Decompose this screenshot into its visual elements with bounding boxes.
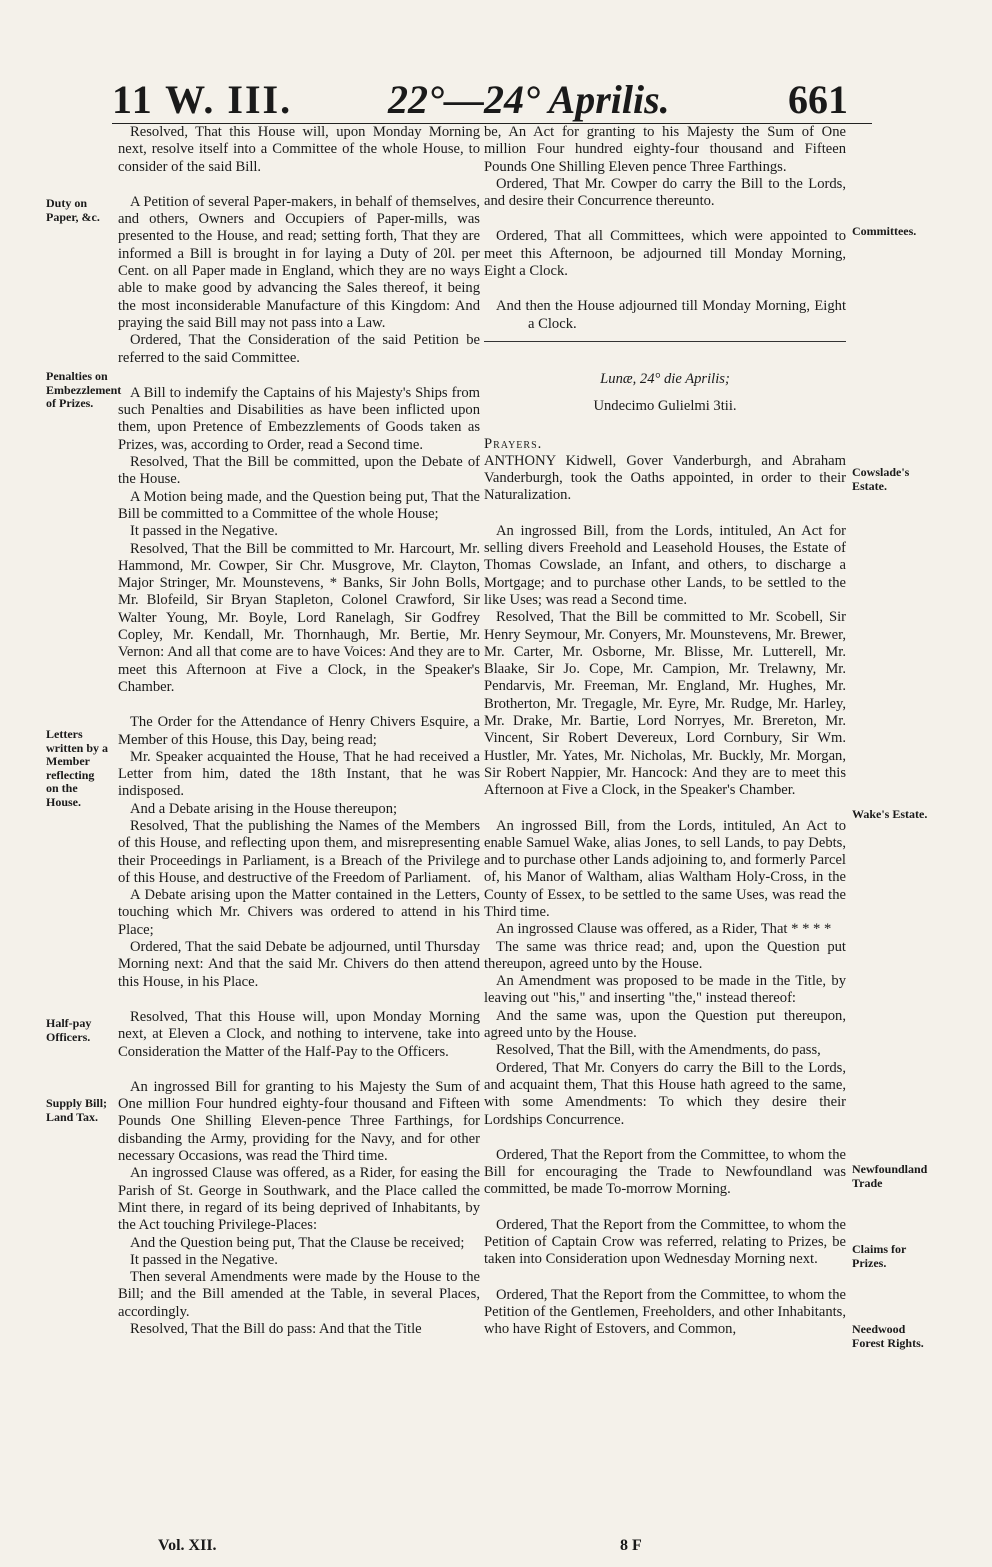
entry-paragraph: The same was thrice read; and, upon the Question put thereupon, agreed unto by the House.	[484, 938, 846, 972]
entry-paragraph: Resolved, That the publishing the Names of the Members of this House, and reflecting upon them, and misrepresenting their Proceedings in Parliament, is a Breach of the Privilege of this House, and destructive of the Freedom of Parliament.	[118, 817, 480, 886]
entry-paragraph: Resolved, That this House will, upon Monday Morning next, at Eleven a Clock, and nothing to intervene, take into Consideration the Matter of the Half-Pay to the Officers.	[118, 1008, 480, 1060]
entry-paragraph: Ordered, That the Report from the Committee, to whom the Petition of the Gentlemen, Freeholders, and other Inhabitants, who have Right of Estovers, and Common,	[484, 1286, 846, 1338]
entry-paragraph: And a Debate arising in the House thereupon;	[130, 800, 398, 817]
entry-paragraph: be, An Act for granting to his Majesty the Sum of One million Four hundred eighty-four thousand and Fifteen Pounds One Shilling Eleven pence Three Farthings.	[484, 124, 846, 175]
margin-note: Claims for Prizes.	[852, 1242, 907, 1270]
page-number: 661	[788, 77, 848, 122]
entry-paragraph: Ordered, That the Report from the Committee, to whom the Bill for encouraging the Trade to Newfoundland was committed, be made To-morrow Morning.	[484, 1146, 846, 1198]
entry-paragraph: Ordered, That the Report from the Committee, to whom the Petition of Captain Crow was referred, relating to Prizes, be taken into Consideration upon Wednesday Morning next.	[484, 1216, 846, 1268]
entry-paragraph: An ingrossed Bill, from the Lords, intituled, An Act to enable Samuel Wake, alias Jones, to sell Lands, to pay Debts, and to purchase other Lands adjoining to, and formerly Parcel of, his Manor of Waltham, alias Waltham Holy-Cross, in the County of Essex, to be settled to the same Uses, was read the Third time.	[484, 817, 846, 920]
entry-paragraph: An ingrossed Bill, from the Lords, intituled, An Act for selling divers Freehold and Leasehold Houses, the Estate of Thomas Cowslade, an Infant, and others, to discharge a Mortgage; and to purchase other Lands, to be settled to the like Uses; was read a Second time.	[484, 522, 846, 608]
entry-paragraph: Ordered, That Mr. Conyers do carry the Bill to the Lords, and acquaint them, That this House hath agreed to the same, with some Amendments: To which they desire their Lordships Concurrence.	[484, 1059, 846, 1128]
signature-mark: 8 F	[620, 1537, 642, 1554]
margin-note: Wake's Estate.	[852, 807, 928, 821]
entry-paragraph: Resolved, That this House will, upon Monday Morning next, resolve itself into a Committee of the whole House, to consider of the said Bill.	[118, 124, 480, 175]
prayers-heading: Prayers.	[484, 435, 543, 452]
entry-paragraph: ANTHONY Kidwell, Gover Vanderburgh, and Abraham Vanderburgh, took the Oaths appointed, in order to their Naturalization.	[484, 452, 846, 504]
entry-paragraph: An ingrossed Clause was offered, as a Rider, for easing the Parish of St. George in Southwark, and the Place called the Mint there, in regard of its being deprived of Inhabitants, by the Act touching Privilege-Places:	[118, 1165, 480, 1234]
adjournment-line: And then the House adjourned till Monday Morning, Eight a Clock.	[496, 298, 846, 332]
margin-note: Needwood Forest Rights.	[852, 1322, 924, 1350]
margin-note: Committees.	[852, 224, 917, 238]
entry-paragraph: Then several Amendments were made by the House to the Bill; and the Bill amended at the Table, in several Places, accordingly.	[118, 1269, 480, 1320]
regnal-year-line: Undecimo Gulielmi 3tii.	[593, 398, 737, 415]
section-separator	[484, 341, 846, 342]
entry-paragraph: Ordered, That Mr. Cowper do carry the Bill to the Lords, and desire their Concurrence thereunto.	[484, 175, 846, 210]
margin-note: Penalties on Embezzlement of Prizes.	[46, 369, 122, 410]
margin-note: Duty on Paper, &c.	[46, 196, 100, 224]
margin-note: Letters written by a Member reflecting on the House.	[46, 727, 108, 809]
entry-paragraph: And the same was, upon the Question put thereupon, agreed unto by the House.	[484, 1007, 846, 1042]
volume-label: Vol. XII.	[158, 1537, 217, 1554]
entry-paragraph: The Order for the Attendance of Henry Chivers Esquire, a Member of this House, this Day, being read;	[118, 714, 480, 748]
margin-note: Newfoundland Trade	[852, 1162, 928, 1190]
entry-paragraph: Mr. Speaker acquainted the House, That he had received a Letter from him, dated the 18th Instant, that he was indisposed.	[118, 748, 480, 800]
right-column	[484, 124, 846, 1339]
entry-paragraph: Resolved, That the Bill be committed to Mr. Harcourt, Mr. Hammond, Mr. Cowper, Sir Chr. Musgrove, Mr. Clayton, Major Stringer, Mr. Mounstevens, * Banks, Sir John Bolls, Mr. Blofeild, Sir Bryan Stapleton, Colonel Crawford, Sir Walter Young, Mr. Boyle, Lord Ranelagh, Sir Godfrey Copley, Mr. Kendall, Mr. Thornhaugh, Mr. Bertie, Mr. Vernon: And all that come are to have Voices: And they are to meet this Afternoon at Five a Clock, in the Speaker's Chamber.	[118, 540, 480, 695]
entry-paragraph: Resolved, That the Bill be committed to Mr. Scobell, Sir Henry Seymour, Mr. Conyers, Mr. Mounstevens, Mr. Brewer, Mr. Carter, Mr. Osborne, Mr. Blisse, Mr. Lutterell, Mr. Blaake, Sir Jo. Cope, Mr. Campion, Mr. Trelawny, Mr. Pendarvis, Mr. Freeman, Mr. England, Mr. Hughes, Mr. Brotherton, Mr. Tregagle, Mr. Eyre, Mr. Rudge, Mr. Harley, Mr. Drake, Mr. Bartie, Lord Norryes, Mr. Brereton, Mr. Vincent, Sir Robert Devereux, Lord Cornbury, Sir Wm. Hustler, Mr. Yates, Mr. Nicholas, Mr. Buckly, Mr. Morgan, Sir Robert Nappier, Mr. Hancock: And they are to meet this Afternoon at Five a Clock, in the Speaker's Chamber.	[484, 609, 846, 799]
entry-paragraph: Ordered, That the Consideration of the said Petition be referred to the said Committee.	[118, 332, 480, 366]
sitting-date: Lunæ, 24° die Aprilis;	[600, 370, 730, 387]
entry-paragraph: And the Question being put, That the Clause be received;	[130, 1234, 465, 1251]
regnal-year-header: 11 W. III.	[112, 77, 293, 122]
date-header: 22°—24° Aprilis.	[388, 77, 670, 122]
entry-paragraph: Ordered, That all Committees, which were appointed to meet this Afternoon, be adjourned till Monday Morning, Eight a Clock.	[484, 228, 846, 280]
entry-paragraph: An Amendment was proposed to be made in the Title, by leaving out "his," and inserting "the," instead thereof:	[484, 973, 846, 1007]
entry-paragraph: A Bill to indemify the Captains of his Majesty's Ships from such Penalties and Disabilities as have been inflicted upon them, upon Pretence of Embezzlements of Goods taken as Prizes, was, according to Order, read a Second time.	[118, 384, 480, 453]
entry-paragraph: A Debate arising upon the Matter contained in the Letters, touching which Mr. Chivers was ordered to attend in his Place;	[118, 887, 480, 938]
entry-paragraph: A Petition of several Paper-makers, in behalf of themselves, and others, Owners and Occupiers of Paper-mills, was presented to the House, and read; setting forth, That they are informed a Bill is brought in for laying a Duty of 20l. per Cent. on all Paper made in England, which they are no ways able to make good by advancing the Sales thereof, it being the most inconsiderable Manufacture of this Kingdom: And praying the said Bill may not pass into a Law.	[118, 193, 480, 331]
entry-paragraph: Ordered, That the said Debate be adjourned, until Thursday Morning next: And that the said Mr. Chivers do then attend this House, in his Place.	[118, 939, 480, 990]
entry-paragraph: An ingrossed Bill for granting to his Majesty the Sum of One million Four hundred eighty-four thousand and Fifteen Pounds One Shilling Eleven-pence Three Farthings, for disbanding the Army, providing for the Navy, and for other necessary Occasions, was read the Third time.	[118, 1078, 480, 1165]
margin-note: Cowslade's Estate.	[852, 465, 910, 493]
entry-paragraph: It passed in the Negative.	[130, 1251, 278, 1268]
entry-paragraph: An ingrossed Clause was offered, as a Rider, That * * * *	[496, 921, 832, 938]
entry-paragraph: Resolved, That the Bill, with the Amendments, do pass,	[496, 1042, 821, 1059]
entry-paragraph: A Motion being made, and the Question being put, That the Bill be committed to a Committee of the whole House;	[118, 488, 480, 522]
margin-note: Supply Bill; Land Tax.	[46, 1096, 108, 1124]
margin-note: Half-pay Officers.	[46, 1016, 92, 1044]
entry-paragraph: It passed in the Negative.	[130, 523, 278, 540]
entry-paragraph: Resolved, That the Bill be committed, upon the Debate of the House.	[118, 454, 480, 488]
left-column	[118, 124, 480, 1338]
entry-paragraph: Resolved, That the Bill do pass: And that the Title	[130, 1321, 422, 1337]
